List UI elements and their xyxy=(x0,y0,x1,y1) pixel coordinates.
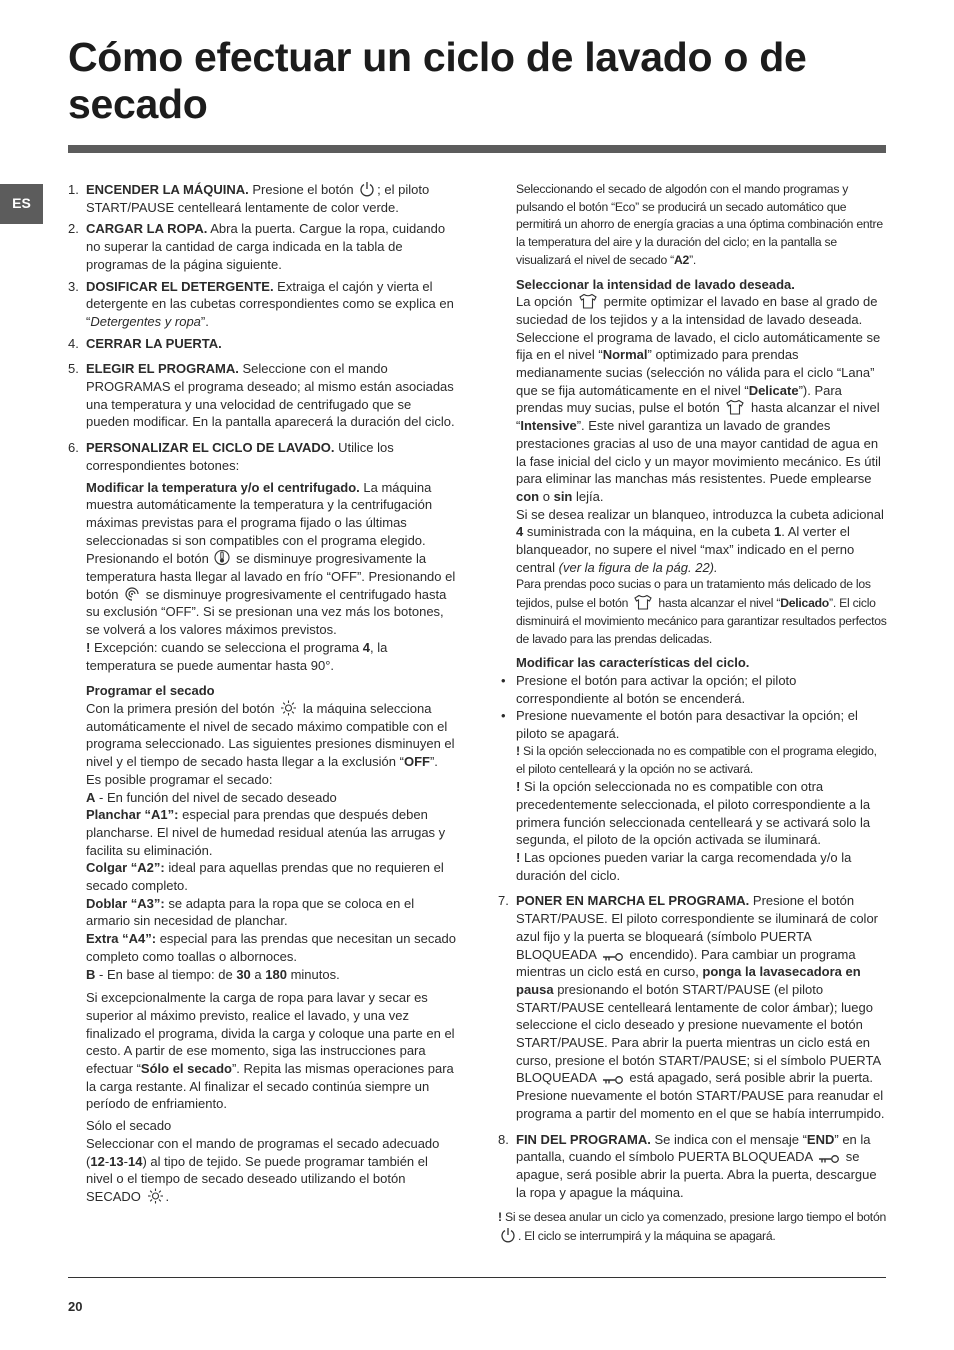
warnings: ! Si la opción seleccionada no es compatible con el programa elegido, el piloto centelleará y la opción no se activará. ! Si la opción seleccionada no es compatible con otra precedentemente seleccionada, el piloto correspondiente a la primera función seleccionada centelleará y se activará solo la segunda, el piloto de la opción activada se iluminará. ! Las opciones pueden variar la carga recomendada y/o la duración del ciclo. xyxy=(516,743,877,883)
footer-rule xyxy=(68,1277,886,1278)
language-tab: ES xyxy=(0,184,43,224)
shirt-icon xyxy=(633,594,653,610)
list-item: • Presione el botón para activar la opción; el piloto correspondiente al botón se encenderá. xyxy=(501,672,797,706)
step-7: 7. PONER EN MARCHA EL PROGRAMA. Presione el botón START/PAUSE. El piloto correspondiente se iluminará de color azul fijo y la puerta se bloqueará (símbolo PUERTA BLOQUEADA encendido). Para cambiar un programa mientras un ciclo está en curso, ponga la lavasecadora en pausa presionando el botón START/PAUSE (el piloto START/PAUSE centelleará lentamente de color ámbar); luego seleccione el ciclo deseado y presione nuevamente el botón START/PAUSE. Para abrir la puerta mientras un ciclo está en curso, presione el botón START/PAUSE; si el símbolo PUERTA BLOQUEADA está apagado, será posible abrir la puerta. Presione nuevamente el botón START/PAUSE para reanudar el programa a partir del momento en el que se había interrumpido. xyxy=(498,893,885,1121)
step-5: 5. ELEGIR EL PROGRAMA. Seleccione con el mando PROGRAMAS el programa deseado; al mismo están asociadas una temperatura y una velocidad de centrifugado que se pueden modificar. En la pantalla aparecerá la duración del ciclo. xyxy=(68,361,455,430)
right-column xyxy=(498,181,888,1246)
power-icon xyxy=(500,1227,516,1243)
cancel-note: ! Si se desea anular un ciclo ya comenzado, presione largo tiempo el botón . El ciclo se interrumpirá y la máquina se apagará. xyxy=(498,1210,886,1244)
modify-temperature-section: Modificar la temperatura y/o el centrifugado. La máquina muestra automáticamente la temperatura y la centrifugación máximas previstas para el programa fijado o las últimas seleccionadas si son compatibles con el programa elegido. Presionando el botón se disminuye progresivamente la temperatura hasta llegar al lavado en frío “OFF”. Presionando el botón se disminuye progresivamente el centrifugado hasta su exclusión “OFF”. Si se presionan una vez más los botones, se volverá a los valores máximos previstos. ! Excepción: cuando se selecciona el programa 4, la temperatura se puede aumentar hasta 90°. Programar el secado Con la primera presión del botón la máquina selecciona automáticamente el nivel de secado máximo compatible con el programa seleccionado. Las siguientes presiones disminuyen el nivel y el tiempo de secado hasta llegar a la exclusión “OFF”. Es posible programar el secado: A - En función del nivel de secado deseado Planchar “A1”: especial para prendas que después deben plancharse. El nivel de humedad residual atenúa las arrugas y facilita su eliminación. Colgar “A2”: ideal para aquellas prendas que no requieren el secado completo. Doblar “A3”: se adapta para la ropa que se coloca en el armario sin necesidad de planchar. Extra “A4”: especial para las prendas que necesitan un secado completo como toallas o albornoces. B - En base al tiempo: de 30 a 180 minutos. Si excepcionalmente la carga de ropa para lavar y secar es superior al máximo previsto, realice el lavado, y una vez finalizado el programa, divida la carga y coloque una parte en el cesto. A partir de ese momento, siga las instrucciones para efectuar “Sólo el secado”. Repita las mismas operaciones para la carga restante. Al finalizar el secado continúa siempre un período de enfriamiento. Sólo el secado Seleccionar con el mando de programas el secado adecuado (12-13-14) al tipo de tejido. Se puede programar también el nivel o el tiempo de secado deseado utilizando el botón SECADO . xyxy=(86,479,457,1204)
temperature-icon xyxy=(214,549,230,566)
door-lock-icon xyxy=(602,1075,624,1085)
left-column xyxy=(68,181,456,1206)
step-1: 1. ENCENDER LA MÁQUINA. Presione el botón ; el piloto START/PAUSE centelleará lentamente de color verde. xyxy=(68,182,430,215)
step-3: 3. DOSIFICAR EL DETERGENTE. Extraiga el cajón y vierta el detergente en las cubetas correspondientes como se explica en “Detergentes y ropa”. xyxy=(68,278,454,329)
step-4: 4. CERRAR LA PUERTA. xyxy=(68,335,222,351)
page-number: 20 xyxy=(68,1299,83,1314)
drying-heading: Programar el secado xyxy=(86,683,215,699)
door-lock-icon xyxy=(818,1154,840,1164)
intensity-heading: Seleccionar la intensidad de lavado deseada. xyxy=(516,276,795,292)
step-6: 6. PERSONALIZAR EL CICLO DE LAVADO. Utilice los correspondientes botones: xyxy=(68,440,394,473)
spin-icon xyxy=(124,586,140,602)
shirt-icon xyxy=(578,293,598,309)
step-8: 8. FIN DEL PROGRAMA. Se indica con el mensaje “END” en la pantalla, cuando el símbolo PUERTA BLOQUEADA se apague, será posible abrir la puerta. Abra la puerta, descargue la ropa y apague la máquina. xyxy=(498,1131,877,1200)
solo-secado-heading: Sólo el secado xyxy=(86,1118,172,1134)
drying-sun-icon xyxy=(147,1188,164,1204)
drying-sun-icon xyxy=(280,700,297,716)
cycle-features-heading: Modificar las características del ciclo. xyxy=(516,655,750,671)
eco-section: Seleccionando el secado de algodón con el mando programas y pulsando el botón “Eco” se producirá un secado automático que permitirá un ahorro de energía gracias a una óptima combinación entre la temperatura del aire y la duración del ciclo; en la pantalla se visualizará el nivel de secado “A2”. Seleccionar la intensidad de lavado deseada. La opción permite optimizar el lavado en base al grado de suciedad de los tejidos y a la intensidad de lavado deseada. Seleccione el programa de lavado, el ciclo automáticamente se fija en el nivel “Normal” optimizado para prendas medianamente sucias (selección no válida para el ciclo “Lana” que se fija automáticamente en el nivel “Delicate”). Para prendas muy sucias, pulse el botón hasta alcanzar el nivel “Intensive”. Este nivel garantiza un lavado de grandes prestaciones gracias al uso de una mayor cantidad de agua en la fase inicial del ciclo y un mayor movimiento mecánico. Es útil para eliminar las manchas más resistentes. Puede emplearse con o sin lejía. Si se desea realizar un blanqueo, introduzca la cubeta adicional 4 suministrada con la máquina, en la cubeta 1. Al verter el blanqueador, no supere el nivel “max” indicado en el perno central (ver la figura de la pág. 22). Para prendas poco sucias o para un tratamiento más delicado de los tejidos, pulse el botón hasta alcanzar el nivel “Delicado”. El ciclo disminuirá el movimiento mecánico para garantizar resultados perfectos de lavado para las prendas delicadas. Modificar las características del ciclo. xyxy=(516,182,887,671)
door-lock-icon xyxy=(602,952,624,962)
power-icon xyxy=(359,181,375,197)
title-rule xyxy=(68,145,886,153)
page-title: Cómo efectuar un ciclo de lavado o de secado xyxy=(68,34,807,127)
shirt-icon xyxy=(725,399,745,415)
step-2: 2. CARGAR LA ROPA. Abra la puerta. Cargue la ropa, cuidando no superar la cantidad de carga indicada en la tabla de programas de la página siguiente. xyxy=(68,221,446,272)
list-item: • Presione nuevamente el botón para desactivar la opción; el piloto se apagará. xyxy=(501,708,858,742)
